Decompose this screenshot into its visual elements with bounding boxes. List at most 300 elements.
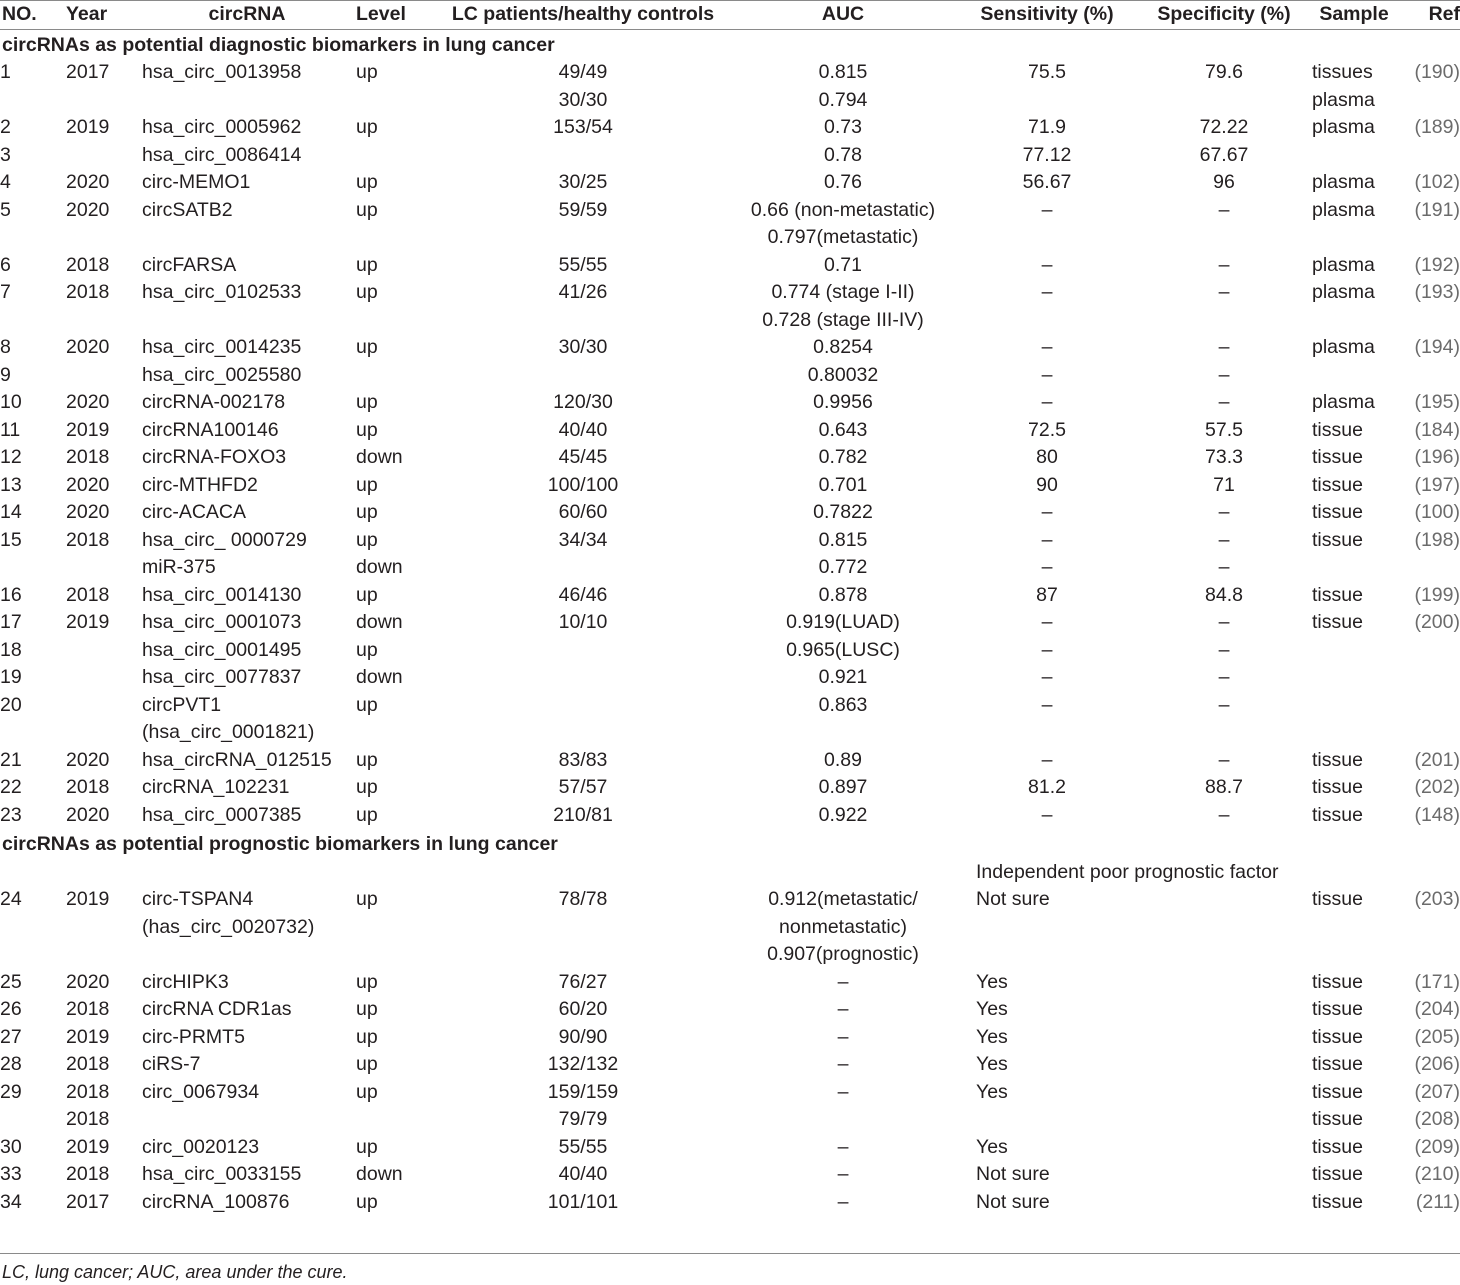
table-row xyxy=(0,307,1460,335)
cell-year: 2018 xyxy=(66,446,110,468)
section-header-row xyxy=(0,829,1460,859)
cell-circrna: circPVT1 xyxy=(142,693,222,716)
cell-auc: 0.8254 xyxy=(813,336,873,358)
cell-year: 2020 xyxy=(66,198,110,221)
table-row xyxy=(0,197,1460,225)
cell-patients-controls: 120/30 xyxy=(553,391,613,413)
cell-auc: 0.78 xyxy=(824,143,862,166)
cell-no: 16 xyxy=(0,583,22,606)
cell-specificity: – xyxy=(1218,528,1230,551)
cell-auc: 0.728 (stage III-IV) xyxy=(762,308,924,331)
cell-specificity: – xyxy=(1218,803,1230,826)
cell-auc: – xyxy=(837,1025,849,1048)
cell-specificity xyxy=(1136,719,1312,747)
cell-no: 22 xyxy=(0,776,22,798)
cell-ref: (190) xyxy=(1414,61,1460,83)
cell-circrna: hsa_circ_0014235 xyxy=(142,336,302,358)
cell-year: 2017 xyxy=(66,61,110,83)
cell-no: 1 xyxy=(0,61,11,83)
cell-level: up xyxy=(356,501,378,523)
cell-level: up xyxy=(356,253,378,276)
cell-auc: 0.965(LUSC) xyxy=(786,638,900,661)
cell-level: up xyxy=(356,1053,378,1075)
cell-level: up xyxy=(356,583,378,606)
cell-ref: (189) xyxy=(1414,116,1460,138)
table-row xyxy=(0,1134,1460,1162)
table-row xyxy=(0,914,1460,942)
cell-level: up xyxy=(356,198,378,221)
cell-ref xyxy=(1396,224,1460,252)
cell-circrna: hsa_circ_0005962 xyxy=(142,116,302,138)
table-row xyxy=(0,1051,1460,1079)
cell-sample: tissue xyxy=(1312,1163,1363,1185)
cell-auc: 0.643 xyxy=(818,418,868,441)
cell-year xyxy=(62,307,138,335)
cell-specificity: – xyxy=(1218,198,1230,221)
cell-year: 2017 xyxy=(66,1190,110,1213)
cell-ref: (102) xyxy=(1414,171,1460,193)
header-row xyxy=(0,1,1460,30)
cell-ref xyxy=(1396,307,1460,335)
cell-ref xyxy=(1396,914,1460,942)
cell-patients-controls xyxy=(438,554,728,582)
table-body xyxy=(0,29,1460,1216)
table-row xyxy=(0,1106,1460,1134)
cell-no xyxy=(0,87,62,115)
table-row xyxy=(0,499,1460,527)
cell-specificity: – xyxy=(1218,363,1230,386)
cell-level: up xyxy=(356,1025,378,1048)
cell-circrna: circ-ACACA xyxy=(142,501,247,523)
cell-level: up xyxy=(356,1135,378,1158)
table-row xyxy=(0,969,1460,997)
cell-prognostic-factor xyxy=(958,1106,1312,1134)
cell-no: 33 xyxy=(0,1163,22,1185)
table-row xyxy=(0,747,1460,775)
cell-ref: (184) xyxy=(1414,418,1460,441)
cell-specificity: – xyxy=(1218,501,1230,523)
table-row xyxy=(0,774,1460,802)
cell-specificity: 84.8 xyxy=(1205,583,1243,606)
cell-prognostic-factor: Yes xyxy=(976,970,1008,993)
cell-sample xyxy=(1312,914,1396,942)
cell-sensitivity: – xyxy=(1041,363,1053,386)
cell-ref: (208) xyxy=(1414,1108,1460,1130)
cell-sample: tissue xyxy=(1312,418,1363,441)
cell-patients-controls: 153/54 xyxy=(553,116,613,138)
cell-patients-controls: 210/81 xyxy=(553,803,613,826)
cell-specificity: 73.3 xyxy=(1205,446,1243,468)
cell-patients-controls: 10/10 xyxy=(558,611,608,633)
cell-year: 2020 xyxy=(66,748,110,771)
cell-year xyxy=(62,142,138,170)
cell-patients-controls: 79/79 xyxy=(558,1108,608,1130)
cell-specificity: – xyxy=(1218,748,1230,771)
cell-specificity: – xyxy=(1218,693,1230,716)
cell-sensitivity: 71.9 xyxy=(1028,116,1066,138)
cell-sample: tissue xyxy=(1312,583,1363,606)
cell-sample: tissue xyxy=(1312,1080,1363,1103)
cell-sample xyxy=(1312,637,1396,665)
cell-ref: (206) xyxy=(1414,1053,1460,1075)
cell-level: up xyxy=(356,693,378,716)
cell-sample: plasma xyxy=(1312,391,1375,413)
table-row xyxy=(0,941,1460,969)
cell-patients-controls xyxy=(438,362,728,390)
cell-year: 2019 xyxy=(66,116,110,138)
cell-no: 6 xyxy=(0,253,11,276)
section-title: circRNAs as potential diagnostic biomarkers in lung cancer xyxy=(2,33,555,56)
cell-sensitivity: 81.2 xyxy=(1028,776,1066,798)
cell-patients-controls: 55/55 xyxy=(558,253,608,276)
cell-sensitivity: – xyxy=(1041,638,1053,661)
cell-sensitivity: – xyxy=(1041,528,1053,551)
cell-sample: plasma xyxy=(1312,253,1375,276)
cell-sample: tissue xyxy=(1312,776,1363,798)
cell-auc: 0.919(LUAD) xyxy=(786,611,900,633)
table-row xyxy=(0,334,1460,362)
cell-level xyxy=(356,719,438,747)
cell-circrna: circFARSA xyxy=(142,253,237,276)
cell-circrna: hsa_circ_0014130 xyxy=(142,583,302,606)
cell-sample xyxy=(1312,941,1396,969)
cell-year: 2020 xyxy=(66,336,110,358)
spacer-cell xyxy=(0,859,958,887)
cell-patients-controls: 30/30 xyxy=(558,88,608,111)
cell-circrna: circ-PRMT5 xyxy=(142,1025,245,1048)
cell-no: 2 xyxy=(0,116,11,138)
cell-patients-controls: 90/90 xyxy=(558,1025,608,1048)
cell-sample xyxy=(1312,224,1396,252)
cell-no xyxy=(0,307,62,335)
cell-year: 2019 xyxy=(66,888,110,910)
cell-auc: 0.907(prognostic) xyxy=(767,943,919,965)
cell-specificity: – xyxy=(1218,253,1230,276)
cell-auc: 0.921 xyxy=(818,666,868,688)
cell-auc: 0.774 (stage I-II) xyxy=(771,281,915,303)
cell-patients-controls: 49/49 xyxy=(558,61,608,83)
cell-level: up xyxy=(356,748,378,771)
cell-circrna: hsa_circ_0102533 xyxy=(142,281,302,303)
table-row xyxy=(0,417,1460,445)
cell-no: 10 xyxy=(0,391,22,413)
cell-ref: (203) xyxy=(1414,888,1460,910)
cell-level xyxy=(356,941,438,969)
cell-year: 2018 xyxy=(66,776,110,798)
cell-sensitivity: – xyxy=(1041,748,1053,771)
cell-year xyxy=(62,224,138,252)
cell-ref: (207) xyxy=(1414,1080,1460,1103)
cell-year xyxy=(62,719,138,747)
cell-circrna: hsa_circ_0077837 xyxy=(142,666,302,688)
cell-circrna: circ_0067934 xyxy=(142,1080,260,1103)
cell-ref: (194) xyxy=(1414,336,1460,358)
cell-level xyxy=(356,87,438,115)
cell-sample: tissue xyxy=(1312,1025,1363,1048)
cell-circrna xyxy=(138,87,356,115)
cell-sample: tissue xyxy=(1312,611,1363,633)
section-header-row xyxy=(0,29,1460,59)
cell-sample: plasma xyxy=(1312,88,1375,111)
cell-level: up xyxy=(356,418,378,441)
cell-level: up xyxy=(356,171,378,193)
cell-specificity: 79.6 xyxy=(1205,61,1243,83)
cell-year: 2018 xyxy=(66,1108,110,1130)
cell-sample xyxy=(1312,307,1396,335)
cell-year: 2020 xyxy=(66,391,110,413)
cell-no: 7 xyxy=(0,281,11,303)
cell-level: up xyxy=(356,116,378,138)
section-title: circRNAs as potential prognostic biomarkers in lung cancer xyxy=(2,833,558,855)
col-header-no: NO. xyxy=(0,1,62,30)
cell-ref: (202) xyxy=(1414,776,1460,798)
cell-patients-controls xyxy=(438,941,728,969)
table-row xyxy=(0,224,1460,252)
cell-auc: 0.782 xyxy=(818,446,868,468)
cell-year: 2019 xyxy=(66,611,110,633)
cell-sample: plasma xyxy=(1312,198,1375,221)
cell-year: 2018 xyxy=(66,528,110,551)
cell-ref: (204) xyxy=(1414,998,1460,1020)
table-row xyxy=(0,472,1460,500)
cell-level: up xyxy=(356,528,378,551)
cell-no xyxy=(0,719,62,747)
table-row xyxy=(0,1079,1460,1107)
cell-auc: 0.797(metastatic) xyxy=(767,226,919,248)
cell-level: down xyxy=(356,611,403,633)
cell-specificity: 71 xyxy=(1213,473,1235,496)
cell-patients-controls xyxy=(438,637,728,665)
cell-patients-controls: 55/55 xyxy=(558,1135,608,1158)
cell-sensitivity: – xyxy=(1041,336,1053,358)
cell-auc: 0.912(metastatic/ xyxy=(768,888,918,910)
cell-circrna: circRNA_102231 xyxy=(142,776,290,798)
cell-prognostic-factor: Yes xyxy=(976,1025,1008,1048)
cell-auc: – xyxy=(837,998,849,1020)
cell-patients-controls: 101/101 xyxy=(547,1190,619,1213)
cell-level: up xyxy=(356,638,378,661)
cell-specificity: – xyxy=(1218,336,1230,358)
table-footnote: LC, lung cancer; AUC, area under the cure. xyxy=(2,1262,348,1282)
cell-patients-controls: 45/45 xyxy=(558,446,608,468)
cell-prognostic-factor: Not sure xyxy=(976,888,1050,910)
cell-sensitivity: – xyxy=(1041,391,1053,413)
cell-no xyxy=(0,1106,62,1134)
cell-sensitivity: – xyxy=(1041,198,1053,221)
cell-sensitivity xyxy=(958,87,1136,115)
table-row xyxy=(0,527,1460,555)
cell-circrna: circRNA-002178 xyxy=(142,391,286,413)
cell-no: 19 xyxy=(0,666,22,688)
cell-level xyxy=(356,142,438,170)
cell-auc: 0.71 xyxy=(824,253,862,276)
cell-patients-controls: 30/25 xyxy=(558,171,608,193)
cell-no: 25 xyxy=(0,970,22,993)
cell-ref: (205) xyxy=(1414,1025,1460,1048)
cell-prognostic-factor: Yes xyxy=(976,1080,1008,1103)
cell-ref: (210) xyxy=(1414,1163,1460,1185)
cell-patients-controls: 57/57 xyxy=(558,776,608,798)
cell-sensitivity: 90 xyxy=(1036,473,1058,496)
cell-year: 2019 xyxy=(66,1135,110,1158)
cell-sample: plasma xyxy=(1312,116,1375,138)
cell-sensitivity: 80 xyxy=(1036,446,1058,468)
cell-level: down xyxy=(356,556,403,578)
cell-circrna: hsa_circ_0001073 xyxy=(142,611,302,633)
cell-patients-controls xyxy=(438,664,728,692)
cell-specificity: – xyxy=(1218,556,1230,578)
cell-auc: 0.89 xyxy=(824,748,862,771)
cell-sample: tissue xyxy=(1312,1108,1363,1130)
cell-auc: 0.76 xyxy=(824,171,862,193)
cell-auc: 0.815 xyxy=(818,528,868,551)
col-header-patients-controls: LC patients/healthy controls xyxy=(438,1,728,30)
table-row xyxy=(0,609,1460,637)
cell-year: 2020 xyxy=(66,473,110,496)
cell-no: 4 xyxy=(0,171,11,193)
cell-auc: – xyxy=(837,1135,849,1158)
table-header xyxy=(0,1,1460,30)
cell-sample xyxy=(1312,719,1396,747)
cell-sample: tissue xyxy=(1312,528,1363,551)
col-header-sample: Sample xyxy=(1312,1,1396,30)
cell-ref xyxy=(1396,692,1460,720)
cell-sensitivity: – xyxy=(1041,611,1053,633)
cell-ref: (199) xyxy=(1414,583,1460,606)
cell-year xyxy=(62,362,138,390)
cell-auc: 0.897 xyxy=(818,776,868,798)
cell-patients-controls: 40/40 xyxy=(558,1163,608,1185)
cell-sample: tissue xyxy=(1312,1190,1363,1213)
cell-no xyxy=(0,554,62,582)
cell-ref: (100) xyxy=(1414,501,1460,523)
cell-year: 2020 xyxy=(66,501,110,523)
cell-year: 2018 xyxy=(66,583,110,606)
cell-no: 29 xyxy=(0,1080,22,1103)
cell-year xyxy=(62,692,138,720)
cell-specificity xyxy=(1136,224,1312,252)
cell-auc xyxy=(728,1106,958,1134)
cell-year: 2020 xyxy=(66,171,110,193)
cell-no xyxy=(0,224,62,252)
prognostic-factor-header: Independent poor prognostic factor xyxy=(976,860,1279,883)
cell-circrna: hsa_circ_ 0000729 xyxy=(142,528,307,551)
col-header-ref: Ref xyxy=(1396,1,1460,30)
cell-patients-controls: 78/78 xyxy=(558,888,608,910)
cell-year: 2020 xyxy=(66,970,110,993)
cell-sample xyxy=(1312,692,1396,720)
cell-specificity: 72.22 xyxy=(1199,116,1249,138)
cell-ref: (209) xyxy=(1414,1135,1460,1158)
cell-year xyxy=(62,914,138,942)
cell-level xyxy=(356,307,438,335)
cell-circrna: circ-TSPAN4 xyxy=(142,888,254,910)
cell-year: 2020 xyxy=(66,803,110,826)
cell-circrna xyxy=(138,307,356,335)
cell-sample: tissue xyxy=(1312,1135,1363,1158)
table-row xyxy=(0,886,1460,914)
cell-specificity: – xyxy=(1218,281,1230,303)
cell-level: up xyxy=(356,61,378,83)
cell-sample: tissue xyxy=(1312,970,1363,993)
cell-year xyxy=(62,87,138,115)
cell-level xyxy=(356,362,438,390)
cell-auc: – xyxy=(837,1080,849,1103)
cell-no xyxy=(0,941,62,969)
cell-circrna: circRNA100146 xyxy=(142,418,279,441)
table-row xyxy=(0,169,1460,197)
cell-sensitivity: – xyxy=(1041,253,1053,276)
cell-level: up xyxy=(356,473,378,496)
table-row xyxy=(0,59,1460,87)
cell-level: down xyxy=(356,666,403,688)
cell-ref xyxy=(1396,554,1460,582)
cell-sample: tissue xyxy=(1312,1053,1363,1075)
cell-patients-controls: 30/30 xyxy=(558,336,608,358)
cell-circrna: circ-MEMO1 xyxy=(142,171,251,193)
cell-auc: 0.7822 xyxy=(813,501,873,523)
table-row xyxy=(0,142,1460,170)
cell-patients-controls: 59/59 xyxy=(558,198,608,221)
cell-prognostic-factor: Yes xyxy=(976,1053,1008,1075)
cell-no: 15 xyxy=(0,528,22,551)
cell-sample: tissue xyxy=(1312,446,1363,468)
col-header-circrna: circRNA xyxy=(138,1,356,30)
cell-circrna: circRNA_100876 xyxy=(142,1190,290,1213)
cell-specificity xyxy=(1136,87,1312,115)
cell-auc: 0.878 xyxy=(818,583,868,606)
cell-year: 2019 xyxy=(66,418,110,441)
cell-no: 3 xyxy=(0,143,11,166)
cell-ref xyxy=(1396,87,1460,115)
cell-sensitivity: – xyxy=(1041,281,1053,303)
cell-specificity xyxy=(1136,307,1312,335)
cell-level: up xyxy=(356,776,378,798)
cell-year xyxy=(62,664,138,692)
cell-ref xyxy=(1396,637,1460,665)
cell-ref: (211) xyxy=(1415,1190,1460,1213)
cell-sensitivity: 72.5 xyxy=(1028,418,1066,441)
cell-level: up xyxy=(356,888,378,910)
cell-ref: (201) xyxy=(1414,748,1460,771)
cell-no: 8 xyxy=(0,336,11,358)
table-row xyxy=(0,1024,1460,1052)
cell-auc: – xyxy=(837,970,849,993)
table-row xyxy=(0,444,1460,472)
table-row xyxy=(0,389,1460,417)
cell-circrna: circ-MTHFD2 xyxy=(142,473,258,496)
cell-circrna: circSATB2 xyxy=(142,198,233,221)
table-row xyxy=(0,252,1460,280)
cell-ref: (148) xyxy=(1414,803,1460,826)
cell-ref: (192) xyxy=(1414,253,1460,276)
cell-sample xyxy=(1312,362,1396,390)
cell-specificity: 67.67 xyxy=(1199,143,1249,166)
table-row xyxy=(0,362,1460,390)
cell-auc: 0.922 xyxy=(818,803,868,826)
cell-prognostic-factor: Yes xyxy=(976,1135,1008,1158)
cell-auc: – xyxy=(837,1163,849,1185)
cell-circrna: hsa_circ_0001495 xyxy=(142,638,302,661)
cell-ref: (196) xyxy=(1414,446,1460,468)
cell-sample xyxy=(1312,554,1396,582)
cell-auc: 0.863 xyxy=(818,693,868,716)
cell-auc: 0.80032 xyxy=(807,363,879,386)
cell-no: 18 xyxy=(0,638,22,661)
cell-circrna: hsa_circ_0033155 xyxy=(142,1163,302,1185)
cell-no: 9 xyxy=(0,363,11,386)
cell-level: up xyxy=(356,970,378,993)
